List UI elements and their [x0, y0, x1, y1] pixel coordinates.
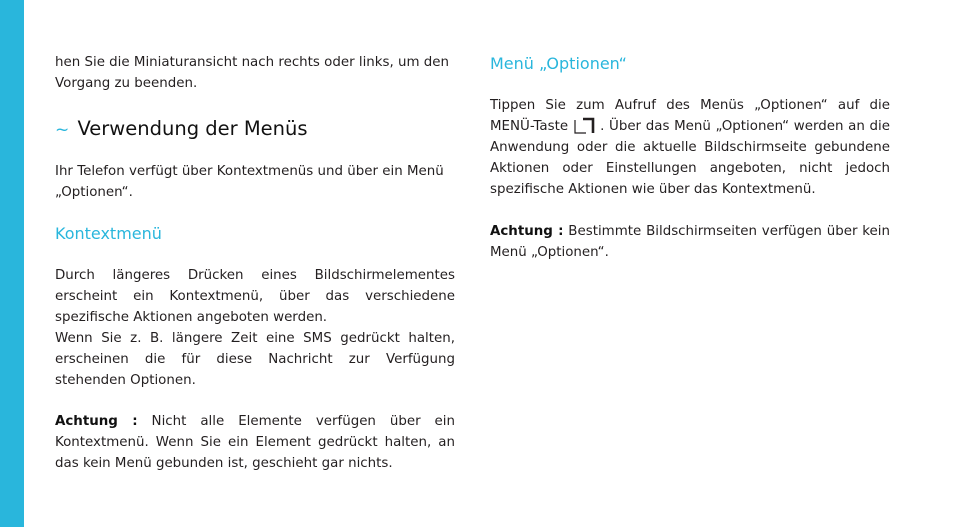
section-intro-text: Ihr Telefon verfügt über Kontextmenüs und über ein Menü „Optionen“.	[55, 164, 444, 200]
optionen-paragraph	[490, 95, 890, 200]
side-accent-bar	[0, 0, 24, 527]
heading-label: Verwendung der Menüs	[77, 117, 308, 140]
kontextmenue-note	[55, 411, 455, 474]
intro-text: hen Sie die Miniaturansicht nach rechts oder links, um den Vorgang zu beenden.	[55, 55, 450, 91]
note-label: Achtung :	[55, 414, 138, 429]
optionen-text-after-icon: . Über das Menü „Optionen“ werden an die Anwendung oder die aktuelle Bildschirmseite gebundene Aktionen oder Einstellungen angeboten, nicht jedoch spezifische Aktionen wie über das Kontextmenü.	[490, 119, 890, 197]
note-label: Achtung :	[490, 224, 564, 239]
section-heading	[55, 116, 455, 143]
note-text: Nicht alle Elemente verfügen über ein Kontextmenü. Wenn Sie ein Element gedrückt halten, an das kein Menü gebunden ist, geschieht gar nichts.	[55, 414, 455, 471]
optionen-note	[490, 221, 890, 263]
kontextmenue-paragraph-2: Wenn Sie z. B. längere Zeit eine SMS gedrückt halten, erscheinen die für diese Nachricht zur Verfügung stehenden Optionen.	[55, 331, 455, 388]
menu-key-icon	[574, 117, 596, 132]
heading-tilde: ~	[55, 120, 70, 140]
note-text: Bestimmte Bildschirmseiten verfügen über kein Menü „Optionen“.	[490, 224, 890, 260]
kontextmenue-paragraph-1: Durch längeres Drücken eines Bildschirmelementes erscheint ein Kontextmenü, über das verschiedene spezifische Aktionen angeboten werden.	[55, 268, 455, 325]
optionen-text-before-icon: Tippen Sie zum Aufruf des Menüs „Optionen“ auf die MENÜ-Taste	[490, 98, 890, 134]
subheading-kontextmenue: Kontextmenü	[55, 224, 162, 243]
subheading-optionen: Menü „Optionen“	[490, 54, 627, 73]
